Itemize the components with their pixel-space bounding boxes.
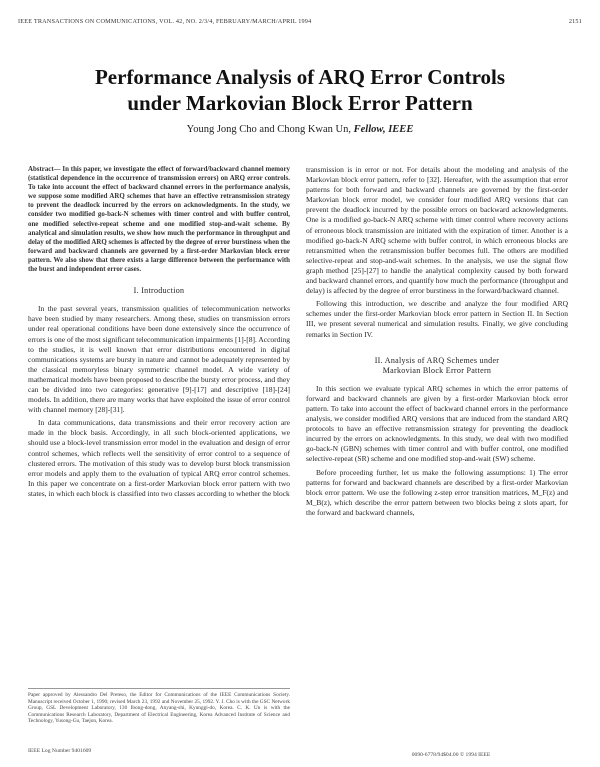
section-heading-2-line-1: II. Analysis of ARQ Schemes under <box>374 355 500 365</box>
ieee-log-number: IEEE Log Number 9401609 <box>28 748 92 754</box>
first-page-footnote <box>28 688 290 725</box>
section-heading-2-line-2: Markovian Block Error Pattern <box>382 365 492 375</box>
right-paragraph-2: Following this introduction, we describe and analyze the four modified ARQ schemes under the first-order Markovian block error pattern in Section II. In Section III, we present several numerical and simulation results. Finally, we give concluding remarks in Section IV. <box>306 299 568 339</box>
right-paragraph-3: In this section we evaluate typical ARQ schemes in which the error patterns of forward and backward channels are given by a first-order Markovian block error pattern. To take into account the effect of backward channel errors in the performance analysis, we consider modified ARQ versions that are induced from the standard ARQ protocols to have an effective retransmission strategy for preventing the deadlock incurred by the errors on acknowledgments. In this study, we deal with two modified go-back-N (GBN) schemes with timer control and with buffer control, one modified selective-repeat (SR) scheme and one modified stop-and-wait (SW) scheme. <box>306 383 568 464</box>
copyright-code: 0090-6778/94$04.00 © 1994 IEEE <box>411 752 491 758</box>
footnote-text: Paper approved by Alessandro Del Preteso, the Editor for Communications of the IEEE Communications Society. Manuscript received October 1, 1990; revised March 23, 1992 and November 25, 1992. Y. J. Cho is with the GSC Network Group, GSL Development Laboratory, 130 Ibong-dong, Anyang-shi, Kyunggi-do, Korea. C. K. Un is with the Communications Research Laboratory, Department of Electrical Engineering, Korea Advanced Institute of Science and Technology, Yusong-Gu, Taejon, Korea. <box>28 692 290 725</box>
author-grade: Fellow, IEEE <box>353 124 414 135</box>
right-paragraph-1: transmission is in error or not. For details about the modeling and analysis of the Markovian block error pattern, refer to [32]. Hereafter, with the assumption that error patterns for both forward and backward channels are governed by the first-order Markovian block error model, we consider four modified ARQ versions that can prevent the deadlock incurred by the possible errors on backward acknowledgments. One is a modified go-back-N ARQ scheme with timer control where recovery actions of erroneous block transmission are initiated with the expiration of timer. Another is a modified go-back-N ARQ scheme with buffer control, in which erroneous blocks are retransmitted when the retransmission buffer becomes full. The others are modified selective-repeat and stop-and-wait schemes. In the analysis, we use the signal flow graph method [25]-[27] to handle the analytical complexity caused by both forward and backward channel errors, and quantify how much the performance (throughput and delay) is affected by the degree of error burstiness in the forward/backward channel. <box>306 165 568 296</box>
right-column <box>306 165 568 518</box>
journal-name: IEEE TRANSACTIONS ON COMMUNICATIONS, VOL. 42, NO. 2/3/4, FEBRUARY/MARCH/APRIL 1994 <box>18 18 312 25</box>
abstract: Abstract— In this paper, we investigate the effect of forward/backward channel memory (statistical dependence in the occurrence of transmission errors) on ARQ error controls. To take into account the effect of backward channel errors in the performance analysis, we suppose some modified ARQ schemes that have an effective retransmission strategy to prevent the deadlock incurred by the errors on acknowledgments. In the study, we consider two modified go-back-N schemes with timer control and with buffer control, one modified selective-repeat scheme and one modified stop-and-wait scheme. By analytical and simulation results, we show how much the performance in throughput and delay of the modified ARQ schemes is affected by the degree of error burstiness when the forward and backward channels are governed by a first-order Markovian block error pattern. We also show that there exists a large difference between the performance with the burst and independent error cases. <box>28 166 290 274</box>
author-line <box>60 124 540 135</box>
section-heading-introduction: I. Introduction <box>133 286 185 296</box>
title-line-2: under Markovian Block Error Pattern <box>127 91 473 115</box>
right-paragraph-4: Before proceeding further, let us make the following assumptions: 1) The error patterns for forward and backward channels are described by a first-order Markovian block error pattern. We use the following z-step error transition matrices, M_F(z) and M_B(z), which describe the error pattern between two blocks being z slots apart, for the forward and backward channels, <box>306 467 568 517</box>
title-line-1: Performance Analysis of ARQ Error Controls <box>94 65 506 89</box>
authors: Young Jong Cho and Chong Kwan Un, <box>186 124 351 135</box>
section-heading-2 <box>306 356 568 376</box>
running-head <box>18 18 582 30</box>
intro-paragraph-1: In the past several years, transmission qualities of telecommunication networks have been studied by many researchers. Among these, studies on transmission errors under real operational conditions have been done extensively since the occurrence of errors is one of the most significant telecommunication impairments [1]-[8]. According to the studies, it is well known that error distributions encountered in digital communications systems are bursty in nature and cannot be adequately represented by the classical memoryless binary symmetric channel model. A wide variety of mathematical models have been proposed to describe the bursty error process, and they can be divided into two categories: generative [9]-[17] and descriptive [18]-[24] models. In addition, there are many works that have exploited the issue of error control with channel memory [28]-[31]. <box>28 304 290 415</box>
intro-paragraph-2: In data communications, data transmissions and their error recovery action are made in the block basis. Accordingly, in all such block-oriented applications, we should use a block-level transmission error model in the evaluation and design of error control schemes, which reflects well the sensitivity of error control to a sequence of clustered errors. The motivation of this study was to develop burst block transmission error models and apply them to the evaluation of typical ARQ error control schemes. In this paper we concentrate on a first-order Markovian block error pattern with two states, in which each block is classified into two classes according to whether the block <box>28 418 290 498</box>
paper-title <box>60 64 540 116</box>
page-number: 2151 <box>568 18 582 25</box>
left-column <box>28 165 290 499</box>
